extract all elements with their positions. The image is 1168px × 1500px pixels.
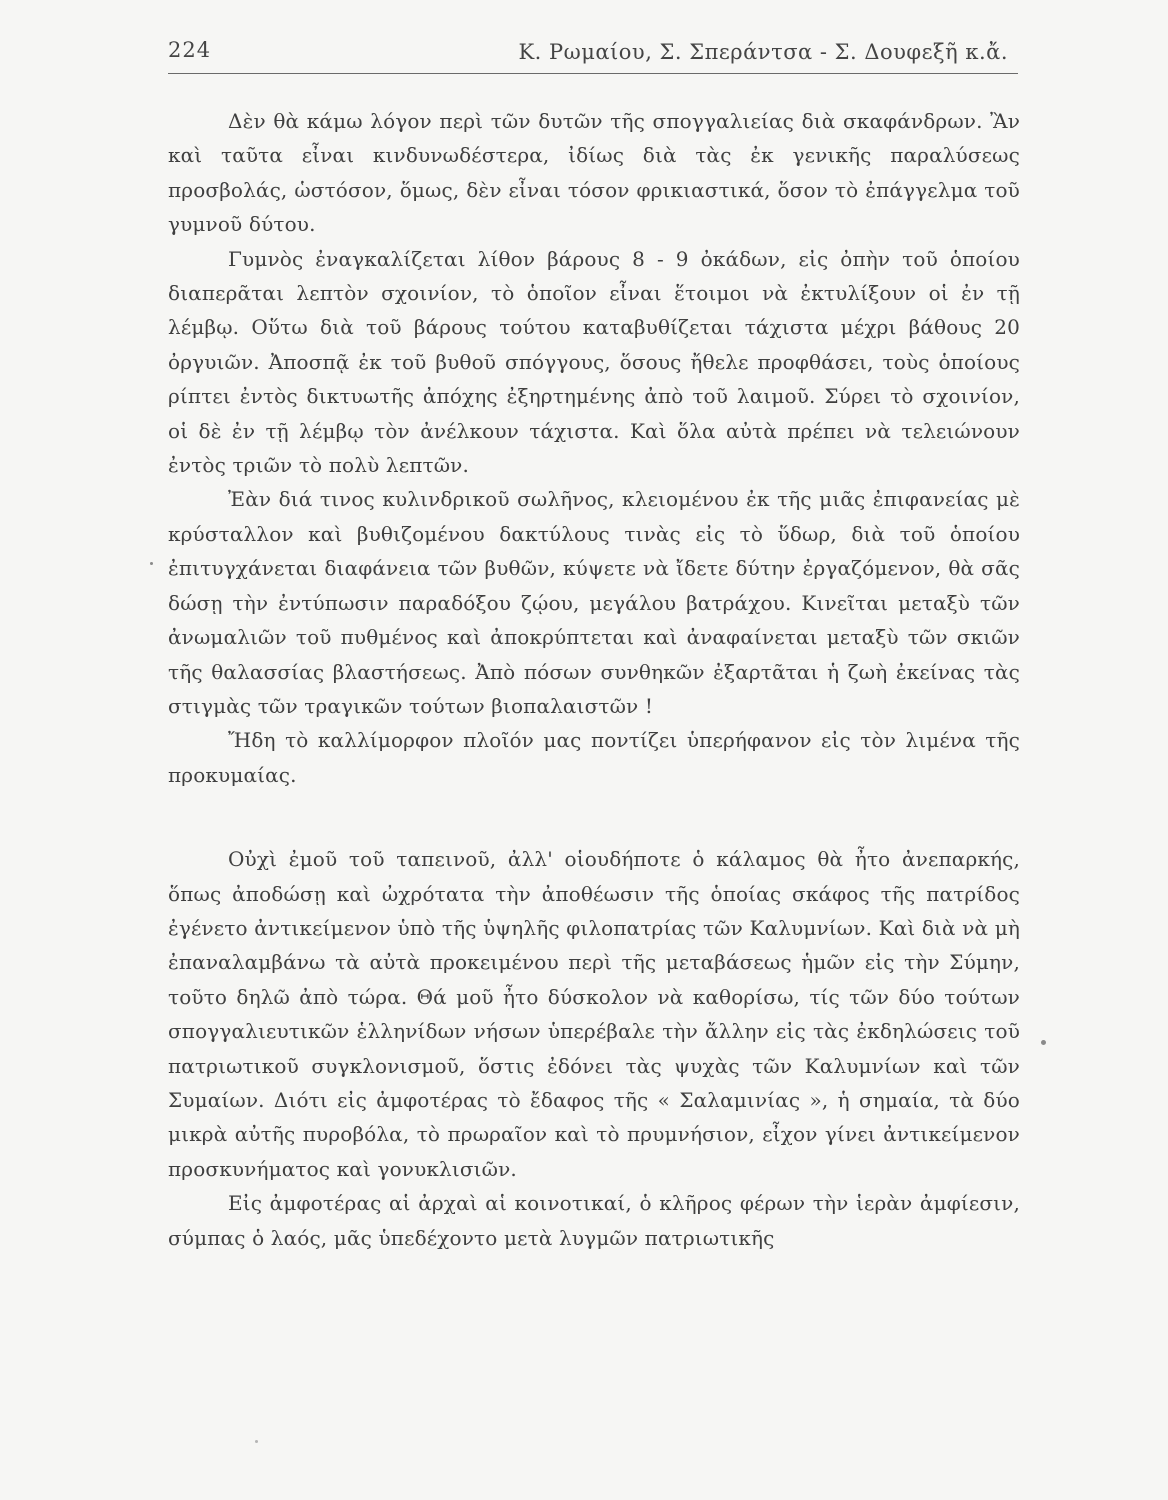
scan-speck [255, 1440, 258, 1443]
paragraph-naked-diver: Γυμνὸς ἐναγκαλίζεται λίθον βάρους 8 - 9 ὀκάδων, εἰς ὀπὴν τοῦ ὁποίου διαπερᾶται λεπτὸν σχοινίον, τὸ ὁποῖον εἶναι ἕτοιμοι νὰ ἐκτυλίξουν οἱ ἐν τῇ λέμβῳ. Οὕτω διὰ τοῦ βάρους τούτου καταβυθίζεται τάχιστα μέχρι βάθους 20 ὀργυιῶν. Ἀποσπᾷ ἐκ τοῦ βυθοῦ σπόγγους, ὅσους ἤθελε προφθάσει, τοὺς ὁποίους ρίπτει ἐντὸς δικτυωτῆς ἀπόχης ἐξηρτημένης ἀπὸ τοῦ λαιμοῦ. Σύρει τὸ σχοινίον, οἱ δὲ ἐν τῇ λέμβῳ τὸν ἀνέλκουν τάχιστα. Καὶ ὅλα αὐτὰ πρέπει νὰ τελειώνουν ἐντὸς τριῶν τὸ πολὺ λεπτῶν. [168, 246, 1020, 478]
paragraph-glass-tube: Ἐὰν διά τινος κυλινδρικοῦ σωλῆνος, κλειομένου ἐκ τῆς μιᾶς ἐπιφανείας μὲ κρύσταλλον καὶ βυθιζομένου δακτύλους τινὰς εἰς τὸ ὕδωρ, διὰ τοῦ ὁποίου ἐπιτυγχάνεται διαφάνεια τῶν βυθῶν, κύψετε νὰ ἴδετε δύτην ἐργαζόμενον, θὰ σᾶς δώσῃ τὴν ἐντύπωσιν παραδόξου ζῴου, μεγάλου βατράχου. Κινεῖται μεταξὺ τῶν ἀνωμαλιῶν τοῦ πυθμένος καὶ ἀποκρύπτεται καὶ ἀναφαίνεται μεταξὺ τῶν σκιῶν τῆς θαλασσίας βλαστήσεως. Ἀπὸ πόσων συνθηκῶν ἐξαρτᾶται ἡ ζωὴ ἐκείνας τὰς στιγμὰς τῶν τραγικῶν τούτων βιοπαλαιστῶν ! [168, 487, 1020, 718]
page-number: 224 [168, 38, 212, 62]
body-text [168, 104, 1020, 1255]
paragraph-diving-suits: Δὲν θὰ κάμω λόγον περὶ τῶν δυτῶν τῆς σπογγαλιείας διὰ σκαφάνδρων. Ἂν καὶ ταῦτα εἶναι κινδυνωδέστερα, ἰδίως διὰ τὰς ἐκ γενικῆς παραλύσεως προσβολάς, ὡστόσον, ὅμως, δὲν εἶναι τόσον φρικιαστικά, ὅσον τὸ ἐπάγγελμα τοῦ γυμνοῦ δύτου. [168, 109, 1020, 237]
paragraph-reception: Εἰς ἀμφοτέρας αἱ ἀρχαὶ αἱ κοινοτικαί, ὁ κλῆρος φέρων τὴν ἱερὰν ἀμφίεσιν, σύμπας ὁ λαός, μᾶς ὑπεδέχοντο μετὰ λυγμῶν πατριωτικῆς [168, 1191, 1020, 1250]
header-rule [168, 73, 1018, 74]
scan-speck [150, 562, 153, 565]
running-head: Κ. Ρωμαίου, Σ. Σπεράντσα - Σ. Δουφεξῆ κ.ἄ. [518, 40, 1008, 64]
paragraph-apotheosis: Οὐχὶ ἐμοῦ τοῦ ταπεινοῦ, ἀλλ' οἱουδήποτε ὁ κάλαμος θὰ ἦτο ἀνεπαρκής, ὅπως ἀποδώσῃ καὶ ὠχρότατα τὴν ἀποθέωσιν τῆς ὁποίας σκάφος τῆς πατρίδος ἐγένετο ἀντικείμενον ὑπὸ τῆς ὑψηλῆς φιλοπατρίας τῶν Καλυμνίων. Καὶ διὰ νὰ μὴ ἐπαναλαμβάνω τὰ αὐτὰ προκειμένου περὶ τῆς μεταβάσεως ἡμῶν εἰς τὴν Σύμην, τοῦτο δηλῶ ἀπὸ τώρα. Θά μοῦ ἦτο δύσκολον νὰ καθορίσω, τίς τῶν δύο τούτων σπογγαλιευτικῶν ἑλληνίδων νήσων ὑπερέβαλε τὴν ἄλλην εἰς τὰς ἐκδηλώσεις τοῦ πατριωτικοῦ συγκλονισμοῦ, ὅστις ἐδόνει τὰς ψυχὰς τῶν Καλυμνίων καὶ τῶν Συμαίων. Διότι εἰς ἀμφοτέρας τὸ ἔδαφος τῆς « Σαλαμινίας », ἡ σημαία, τὰ δύο μικρὰ αὐτῆς πυροβόλα, τὸ πρωραῖον καὶ τὸ πρυμνήσιον, εἶχον γίνει ἀντικείμενον προσκυνήματος καὶ γονυκλισιῶν. [168, 847, 1020, 1181]
scan-speck [1041, 1040, 1046, 1045]
paragraph-harbor: Ἤδη τὸ καλλίμορφον πλοῖόν μας ποντίζει ὑπερήφανον εἰς τὸν λιμένα τῆς προκυμαίας. [168, 728, 1020, 787]
page-header [168, 34, 1018, 74]
section-gap [168, 792, 1020, 842]
